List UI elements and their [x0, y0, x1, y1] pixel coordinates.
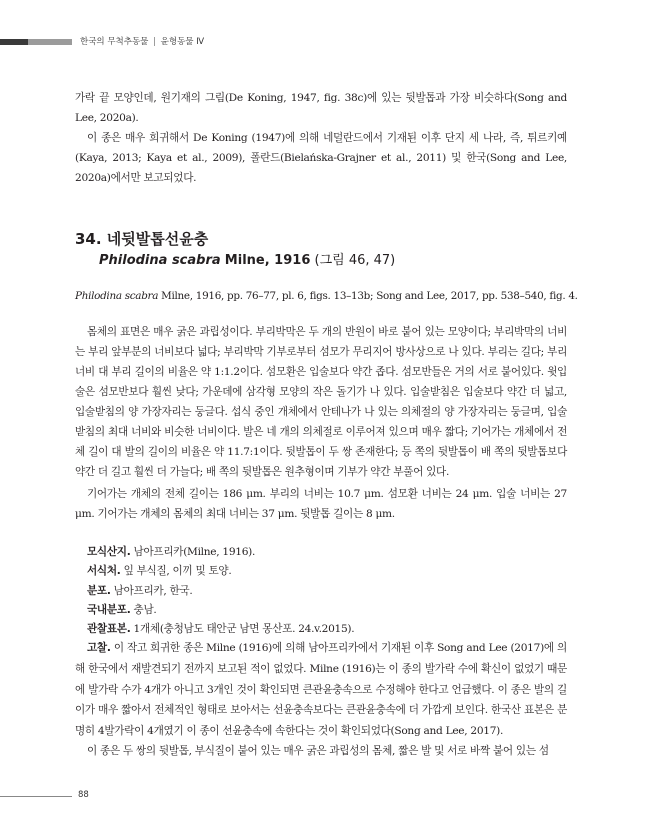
info-value: 남아프리카(Milne, 1916).: [133, 546, 256, 558]
description-paragraph-1: 몸체의 표면은 매우 굵은 과립성이다. 부리박막은 두 개의 반원이 바로 붙어 있는 모양이다; 부리박막의 너비는 부리 앞부분의 너비보다 넓다; 부리박막 기부로부터 섬모가 무리지어 방사상으로 나 있다. 부리는 길다; 부리 너비 대 부리 길이의 비율은 약 1:1.2이다. 섬모환은 입술보다 약간 좁다. 섬모반들은 거의 서로 붙어있다. 윗입술은 섬모반보다 훨씬 낮다; 가운데에 삼각형 모양의 작은 돌기가 나 있다. 입술받침은 입술보다 약간 더 넓고, 입술받침의 양 가장자리는 둥글다. 섭식 중인 개체에서 안테나가 나 있는 의체절의 양 가장자리는 둥글며, 입술받침의 최대 너비와 비슷한 너비이다. 발은 네 개의 의체절로 이루어져 있으며 매우 짧다; 기어가는 개체에서 전체 길이 대 발의 길이의 비율은 약 11.7:1이다. 뒷발톱이 두 쌍 존재한다; 등 쪽의 뒷발톱이 배 쪽의 뒷발톱보다 약간 더 길고 훨씬 더 가늘다; 배 쪽의 뒷발톱은 원추형이며 기부가 약간 부풀어 있다.: [75, 326, 567, 478]
page-number: 88: [78, 790, 89, 800]
citation-species: Philodina scabra: [75, 290, 159, 302]
section-species-line: [99, 249, 395, 268]
footer-rule: [0, 796, 72, 797]
header-bar-light: [28, 39, 72, 45]
info-label: 서식처.: [87, 565, 121, 577]
remarks-paragraph-2: 이 종은 두 쌍의 뒷발톱, 부식질이 붙어 있는 매우 굵은 과립성의 몸체, 짧은 발 및 서로 바짝 붙어 있는 섬: [87, 745, 549, 757]
remarks-text: 이 작고 희귀한 종은 Milne (1916)에 의해 남아프리카에서 기재된 이후 Song and Lee (2017)에 의해 한국에서 재발견되기 전까지 보고된 적이 없었다. Milne (1916)는 이 종의 발가락 수에 확신이 없었기 때문에 발가락 수가 4개가 아니고 3개인 것이 확인되면 큰관윤충속으로 수정해야 한다고 언급했다. 이 종은 발의 길이가 매우 짧아서 전체적인 형태로 보아서는 선윤충속보다는 큰관윤충속에 더 가깝게 보인다. 한국산 표본은 분명히 4발가락이 4개였기 이 종이 선윤충속에 속한다는 것이 확인되었다(Song and Lee, 2017).: [75, 642, 567, 738]
running-header: [80, 35, 204, 47]
info-label: 분포.: [87, 585, 111, 597]
description-paragraph-2: 기어가는 개체의 전체 길이는 186 μm. 부리의 너비는 10.7 μm. 섬모환 너비는 24 μm. 입술 너비는 27 μm. 기어가는 개체의 몸체의 최대 너비는 37 μm. 뒷발톱 길이는 8 μm.: [75, 488, 567, 520]
info-type-locality: [87, 542, 255, 562]
figure-reference: (그림 46, 47): [314, 253, 396, 268]
info-habitat: [87, 561, 231, 581]
info-label: 모식산지.: [87, 546, 131, 558]
info-value: 충남.: [133, 604, 157, 616]
header-bar: [0, 39, 72, 45]
synonymy-citation: [75, 290, 578, 302]
species-name: Philodina scabra: [99, 253, 221, 268]
citation-details: Milne, 1916, pp. 76–77, pl. 6, figs. 13–13b; Song and Lee, 2017, pp. 538–540, fig. 4.: [161, 290, 578, 302]
species-author: Milne, 1916: [224, 253, 311, 268]
header-separator: |: [153, 37, 156, 47]
volume-title: 윤형동물 Ⅳ: [160, 37, 205, 47]
intro-paragraph-2: 이 종은 매우 희귀해서 De Koning (1947)에 의해 네덜란드에서 기재된 이후 단지 세 나라, 즉, 튀르키예(Kaya, 2013; Kaya et al., 2009), 폴란드(Bielańska-Grajner et al., 2011) 및 한국(Song and Lee, 2020a)에서만 보고되었다.: [75, 132, 567, 184]
info-value: 1개체(충청남도 태안군 남면 몽산포. 24.v.2015).: [133, 623, 355, 635]
remarks-label: 고찰.: [87, 642, 111, 654]
section-title: 34. 네뒷발톱선윤충: [75, 230, 209, 248]
info-material-examined: [87, 619, 354, 639]
info-label: 관찰표본.: [87, 623, 131, 635]
header-bar-dark: [0, 39, 28, 45]
info-value: 잎 부식질, 이끼 및 토양.: [123, 565, 232, 577]
book-title: 한국의 무척추동물: [80, 37, 149, 47]
info-label: 국내분포.: [87, 604, 131, 616]
info-domestic-distribution: [87, 600, 156, 620]
intro-paragraph-1: 가락 끝 모양인데, 원기재의 그림(De Koning, 1947, fig. 38c)에 있는 뒷발톱과 가장 비슷하다(Song and Lee, 2020a).: [75, 92, 567, 124]
remarks-paragraph-1: [75, 638, 567, 742]
info-value: 남아프리카, 한국.: [113, 585, 193, 597]
info-distribution: [87, 581, 192, 601]
